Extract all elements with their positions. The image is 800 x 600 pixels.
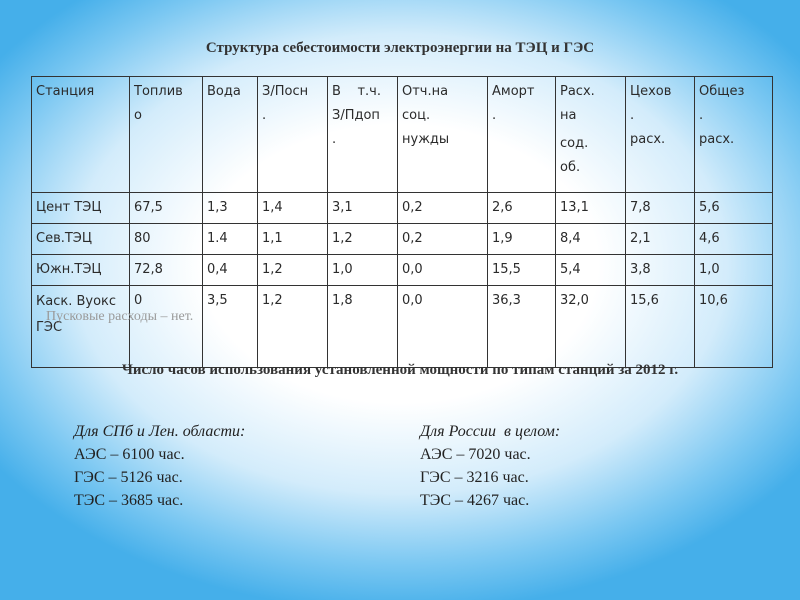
table-cell: 32,0: [556, 286, 626, 368]
table-cell: 0,0: [398, 255, 488, 286]
russia-line: АЭС – 7020 час.: [420, 446, 531, 463]
table-cell: 80: [130, 224, 203, 255]
table-header-row: [32, 77, 773, 193]
table-cell: Каск. Вуокс ГЭС: [32, 286, 130, 368]
table-cell: 2,1: [626, 224, 695, 255]
table-cell: 10,6: [695, 286, 773, 368]
header-water: Вода: [203, 77, 258, 193]
russia-line: ТЭС – 4267 час.: [420, 492, 530, 509]
table-cell: 1,2: [328, 224, 398, 255]
table-cell: Цент ТЭЦ: [32, 193, 130, 224]
header-wage-extra: В т.ч. З/Пдоп .: [328, 77, 398, 193]
table-cell: 72,8: [130, 255, 203, 286]
table-cell: 1,8: [328, 286, 398, 368]
russia-heading: Для России в целом:: [420, 423, 561, 440]
table-cell: 13,1: [556, 193, 626, 224]
table-cell: 3,8: [626, 255, 695, 286]
table-row: [32, 224, 773, 255]
hours-subtitle: Число часов использования установленной мощности по типам станций за 2012 г.: [121, 362, 679, 378]
header-shop: Цехов . расх.: [626, 77, 695, 193]
header-social: Отч.на соц. нужды: [398, 77, 488, 193]
table-row: [32, 193, 773, 224]
spb-hours-block: [74, 420, 245, 512]
table-cell: 1,2: [258, 255, 328, 286]
table-cell: 0,2: [398, 224, 488, 255]
header-maintenance: Расх. на сод. об.: [556, 77, 626, 193]
table-cell: 1.4: [203, 224, 258, 255]
table-cell: 1,1: [258, 224, 328, 255]
spb-line: АЭС – 6100 час.: [74, 446, 185, 463]
table-cell: 15,6: [626, 286, 695, 368]
russia-line: ГЭС – 3216 час.: [420, 469, 529, 486]
table-cell: 15,5: [488, 255, 556, 286]
table-cell: Южн.ТЭЦ: [32, 255, 130, 286]
table-cell: 0,4: [203, 255, 258, 286]
header-amort: Аморт .: [488, 77, 556, 193]
slide-title: Структура себестоимости электроэнергии на ТЭЦ и ГЭС: [205, 40, 595, 56]
table-cell: 1,0: [328, 255, 398, 286]
table-cell: 5,4: [556, 255, 626, 286]
table-cell: 36,3: [488, 286, 556, 368]
table-cell: 3,1: [328, 193, 398, 224]
table-cell: 4,6: [695, 224, 773, 255]
table-cell: 8,4: [556, 224, 626, 255]
table-cell: 1,4: [258, 193, 328, 224]
table-cell: 2,6: [488, 193, 556, 224]
russia-hours-block: [420, 420, 560, 512]
table-row: [32, 255, 773, 286]
table-cell: 1,9: [488, 224, 556, 255]
table-cell: 7,8: [626, 193, 695, 224]
table-cell: 3,5: [203, 286, 258, 368]
table-cell: Сев.ТЭЦ: [32, 224, 130, 255]
header-general: Общез . расх.: [695, 77, 773, 193]
table-cell: 1,2: [258, 286, 328, 368]
startup-costs-note: Пусковые расходы – нет.: [46, 309, 194, 324]
table-cell: 0,2: [398, 193, 488, 224]
spb-line: ГЭС – 5126 час.: [74, 469, 183, 486]
table-cell: 67,5: [130, 193, 203, 224]
table-cell: 5,6: [695, 193, 773, 224]
header-wage-main: З/Посн .: [258, 77, 328, 193]
table-cell: 0: [130, 286, 203, 368]
table-cell: 0,0: [398, 286, 488, 368]
header-station: Станция: [32, 77, 130, 193]
spb-line: ТЭС – 3685 час.: [74, 492, 184, 509]
header-fuel: Топлив о: [130, 77, 203, 193]
table-row: [32, 286, 773, 368]
table-cell: 1,3: [203, 193, 258, 224]
spb-heading: Для СПб и Лен. области:: [74, 423, 246, 440]
table-cell: 1,0: [695, 255, 773, 286]
